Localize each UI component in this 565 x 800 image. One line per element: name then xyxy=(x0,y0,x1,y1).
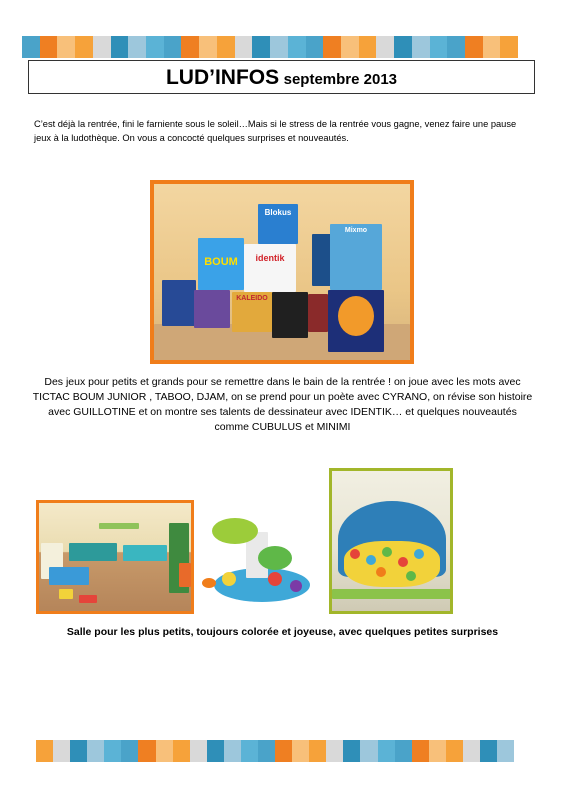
decorative-top-band xyxy=(22,36,518,58)
band-segment xyxy=(326,740,343,762)
band-segment xyxy=(156,740,173,762)
band-segment xyxy=(138,740,155,762)
band-segment xyxy=(217,36,235,58)
band-segment xyxy=(270,36,288,58)
mixmo-label: Mixmo xyxy=(344,227,368,234)
band-segment xyxy=(173,740,190,762)
band-segment xyxy=(87,740,104,762)
band-segment xyxy=(40,36,58,58)
band-segment xyxy=(93,36,111,58)
band-segment xyxy=(146,36,164,58)
band-segment xyxy=(447,36,465,58)
band-segment xyxy=(395,740,412,762)
toddler-room-caption: Salle pour les plus petits, toujours colorée et joyeuse, avec quelques petites surprises xyxy=(66,626,499,638)
blokus-label: Blokus xyxy=(264,208,292,217)
band-segment xyxy=(111,36,129,58)
band-segment xyxy=(104,740,121,762)
kaleido-label: KALEIDO xyxy=(236,295,268,302)
band-segment xyxy=(70,740,87,762)
intro-paragraph: C’est déjà la rentrée, fini le farniente sous le soleil…Mais si le stress de la rentrée vous gagne, venez faire une pause jeux à la ludothèque. On vous a concocté quelques surprises et nouveautés. xyxy=(34,119,517,143)
band-segment xyxy=(36,740,53,762)
band-segment xyxy=(500,36,518,58)
boum-box xyxy=(198,238,244,290)
band-segment xyxy=(275,740,292,762)
band-segment xyxy=(241,740,258,762)
band-segment xyxy=(22,36,40,58)
title-date: septembre 2013 xyxy=(283,71,398,88)
band-segment xyxy=(465,36,483,58)
identik-label: identik xyxy=(255,253,285,263)
band-segment xyxy=(341,36,359,58)
blokus-box xyxy=(258,204,298,244)
band-segment xyxy=(376,36,394,58)
band-segment xyxy=(207,740,224,762)
band-segment xyxy=(164,36,182,58)
band-segment xyxy=(235,36,253,58)
band-segment xyxy=(463,740,480,762)
band-segment xyxy=(429,740,446,762)
decorative-bottom-band xyxy=(36,740,514,762)
band-segment xyxy=(292,740,309,762)
band-segment xyxy=(181,36,199,58)
band-segment xyxy=(378,740,395,762)
band-segment xyxy=(288,36,306,58)
band-segment xyxy=(309,740,326,762)
title-main: LUD’INFOS xyxy=(165,66,280,89)
band-segment xyxy=(394,36,412,58)
band-segment xyxy=(199,36,217,58)
band-segment xyxy=(323,36,341,58)
band-segment xyxy=(412,36,430,58)
band-segment xyxy=(75,36,93,58)
band-segment xyxy=(497,740,514,762)
ball-tent-photo xyxy=(329,468,453,614)
room-photo xyxy=(36,500,194,614)
kaleido-box xyxy=(232,292,272,332)
band-segment xyxy=(224,740,241,762)
band-segment xyxy=(343,740,360,762)
band-segment xyxy=(430,36,448,58)
band-segment xyxy=(483,36,501,58)
band-segment xyxy=(446,740,463,762)
boum-label: BOUM xyxy=(204,256,238,268)
toy-photo xyxy=(198,510,324,616)
page-title xyxy=(28,60,535,94)
band-segment xyxy=(412,740,429,762)
identik-box xyxy=(244,244,296,292)
band-segment xyxy=(306,36,324,58)
games-caption: Des jeux pour petits et grands pour se remettre dans le bain de la rentrée ! on joue avec les mots avec TICTAC BOUM JUNIOR , TABOO, DJAM, on se prend pour un poète avec CYRANO, on révise son histoire avec GUILLOTINE et on montre ses talents de dessinateur avec IDENTIK… et quelques nouveautés comme CUBULUS et MINIMI xyxy=(32,376,533,433)
band-segment xyxy=(121,740,138,762)
band-segment xyxy=(53,740,70,762)
games-photo xyxy=(150,180,414,364)
mixmo-box xyxy=(330,224,382,290)
band-segment xyxy=(252,36,270,58)
band-segment xyxy=(359,36,377,58)
band-segment xyxy=(360,740,377,762)
band-segment xyxy=(258,740,275,762)
band-segment xyxy=(57,36,75,58)
band-segment xyxy=(190,740,207,762)
band-segment xyxy=(128,36,146,58)
band-segment xyxy=(480,740,497,762)
